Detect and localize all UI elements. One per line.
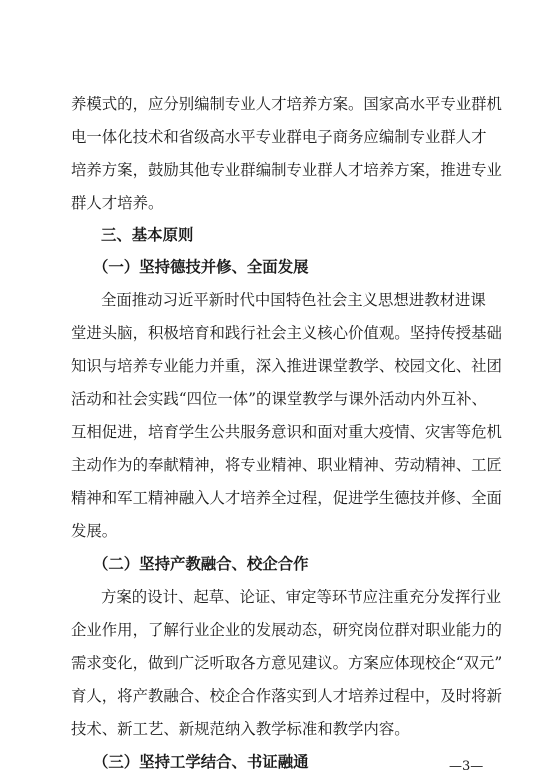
principle-2-title: （二）坚持产教融合、校企合作 [93, 555, 309, 573]
principle-3-title: （三）坚持工学结合、书证融通 [93, 753, 309, 771]
principle-1-line-6: 主动作为的奉献精神，将专业精神、职业精神、劳动精神、工匠 [71, 456, 502, 474]
principle-1-line-8: 发展。 [71, 522, 118, 540]
principle-2-line-3: 需求变化，做到广泛听取各方意见建议。方案应体现校企“双元” [71, 654, 503, 672]
principle-1-line-1: 全面推动习近平新时代中国特色社会主义思想进教材进课 [101, 291, 486, 309]
intro-line-3: 培养方案，鼓励其他专业群编制专业群人才培养方案，推进专业 [71, 161, 502, 179]
principle-1-line-5: 互相促进，培育学生公共服务意识和面对重大疫情、灾害等危机 [71, 423, 502, 441]
principle-2-line-2: 企业作用，了解行业企业的发展动态，研究岗位群对职业能力的 [71, 621, 502, 639]
intro-line-2: 电一体化技术和省级高水平专业群电子商务应编制专业群人才 [71, 128, 487, 146]
principle-2-line-1: 方案的设计、起草、论证、审定等环节应注重充分发挥行业 [101, 588, 502, 606]
principle-2-line-4: 育人，将产教融合、校企合作落实到人才培养过程中，及时将新 [71, 687, 502, 705]
principle-1-line-4: 活动和社会实践“四位一体”的课堂教学与课外活动内外互补、 [71, 390, 487, 408]
principle-1-line-7: 精神和军工精神融入人才培养全过程，促进学生德技并修、全面 [71, 489, 502, 507]
principle-2-line-5: 技术、新工艺、新规范纳入教学标准和教学内容。 [71, 720, 410, 738]
intro-line-1: 养模式的，应分别编制专业人才培养方案。国家高水平专业群机 [71, 95, 502, 113]
principle-1-title: （一）坚持德技并修、全面发展 [93, 258, 309, 276]
section-heading: 三、基本原则 [101, 226, 194, 244]
principle-1-line-3: 知识与培养专业能力并重，深入推进课堂教学、校园文化、社团 [71, 357, 502, 375]
intro-line-4: 群人才培养。 [71, 194, 164, 212]
principle-1-line-2: 堂进头脑，积极培育和践行社会主义核心价值观。坚持传授基础 [71, 324, 502, 342]
page-number: —3— [449, 759, 484, 774]
